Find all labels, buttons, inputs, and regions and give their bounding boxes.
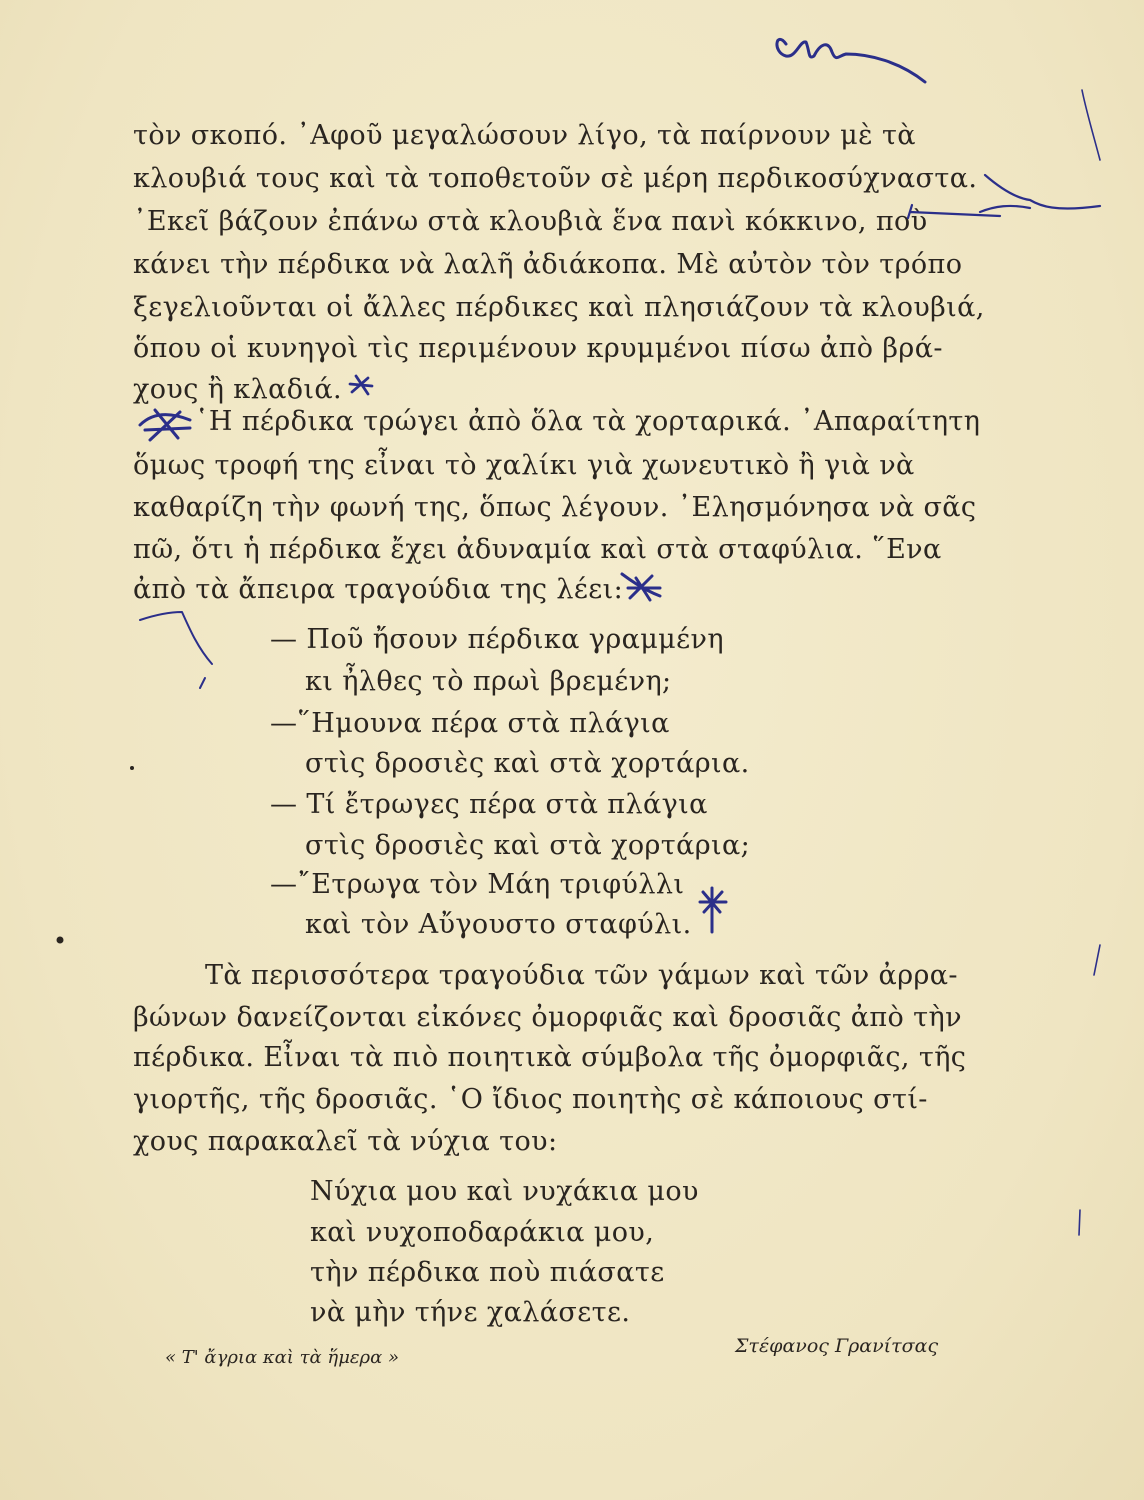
verse-line: —῎Ετρωγα τὸν Μάη τριφύλλι xyxy=(270,869,685,900)
text-line: πέρδικα. Εἶναι τὰ πιὸ ποιητικὰ σύμβολα τῆς ὀμορφιᾶς, τῆς xyxy=(133,1042,967,1073)
text-line: ᾿Εκεῖ βάζουν ἐπάνω στὰ κλουβιὰ ἕνα πανὶ κόκκινο, ποὺ xyxy=(133,206,928,237)
text-line: ἀπὸ τὰ ἄπειρα τραγούδια της λέει: xyxy=(133,574,624,605)
text-line: ξεγελιοῦνται οἱ ἄλλες πέρδικες καὶ πλησιάζουν τὰ κλουβιά, xyxy=(133,292,985,323)
text-line: ὅμως τροφή της εἶναι τὸ χαλίκι γιὰ χωνευτικὸ ἢ γιὰ νὰ xyxy=(133,450,915,481)
text-line: χους παρακαλεῖ τὰ νύχια του: xyxy=(133,1126,558,1157)
text-line: βώνων δανείζονται εἰκόνες ὀμορφιᾶς καὶ δροσιᾶς ἀπὸ τὴν xyxy=(133,1002,962,1033)
text-line: γιορτῆς, τῆς δροσιᾶς. ῾Ο ἴδιος ποιητὴς σὲ κάποιους στί- xyxy=(133,1084,928,1115)
verse-line: Νύχια μου καὶ νυχάκια μου xyxy=(310,1176,699,1207)
verse-line: — Ποῦ ἤσουν πέρδικα γραμμένη xyxy=(270,624,724,655)
text-line: Τὰ περισσότερα τραγούδια τῶν γάμων καὶ τῶν ἀρρα- xyxy=(205,960,958,991)
verse-line: κι ἦλθες τὸ πρωὶ βρεμένη; xyxy=(305,666,672,697)
text-line: κάνει τὴν πέρδικα νὰ λαλῆ ἀδιάκοπα. Μὲ αὐτὸν τὸν τρόπο xyxy=(133,249,963,280)
verse-line: καὶ τὸν Αὔγουστο σταφύλι. xyxy=(305,909,692,940)
text-line: τὸν σκοπό. ᾿Αφοῦ μεγαλώσουν λίγο, τὰ παίρνουν μὲ τὰ xyxy=(133,120,916,151)
text-line: ὅπου οἱ κυνηγοὶ τὶς περιμένουν κρυμμένοι πίσω ἀπὸ βρά- xyxy=(133,333,943,364)
verse-line: στὶς δροσιὲς καὶ στὰ χορτάρια; xyxy=(305,830,751,861)
text-line: κλουβιά τους καὶ τὰ τοποθετοῦν σὲ μέρη περδικοσύχναστα. xyxy=(133,163,978,194)
text-line: καθαρίζη τὴν φωνή της, ὅπως λέγουν. ᾿Ελησμόνησα νὰ σᾶς xyxy=(133,492,977,523)
verse-line: καὶ νυχοποδαράκια μου, xyxy=(310,1217,655,1248)
verse-line: στὶς δροσιὲς καὶ στὰ χορτάρια. xyxy=(305,748,750,779)
text-line: πῶ, ὅτι ἡ πέρδικα ἔχει ἀδυναμία καὶ στὰ σταφύλια. ῞Ενα xyxy=(133,534,942,565)
text-line: χους ἢ κλαδιά. xyxy=(133,374,342,405)
verse-line: τὴν πέρδικα ποὺ πιάσατε xyxy=(310,1257,665,1288)
verse-line: — Τί ἔτρωγες πέρα στὰ πλάγια xyxy=(270,789,708,820)
author-name: Στέφανος Γρανίτσας xyxy=(735,1335,939,1357)
verse-line: —῞Ημουνα πέρα στὰ πλάγια xyxy=(270,708,670,739)
source-citation: « Τ' ἄγρια καὶ τὰ ἥμερα » xyxy=(165,1347,400,1368)
text-line: ῾Η πέρδικα τρώγει ἀπὸ ὅλα τὰ χορταρικά. ᾿Απαραίτητη xyxy=(195,406,981,437)
verse-line: νὰ μὴν τήνε χαλάσετε. xyxy=(310,1297,631,1328)
